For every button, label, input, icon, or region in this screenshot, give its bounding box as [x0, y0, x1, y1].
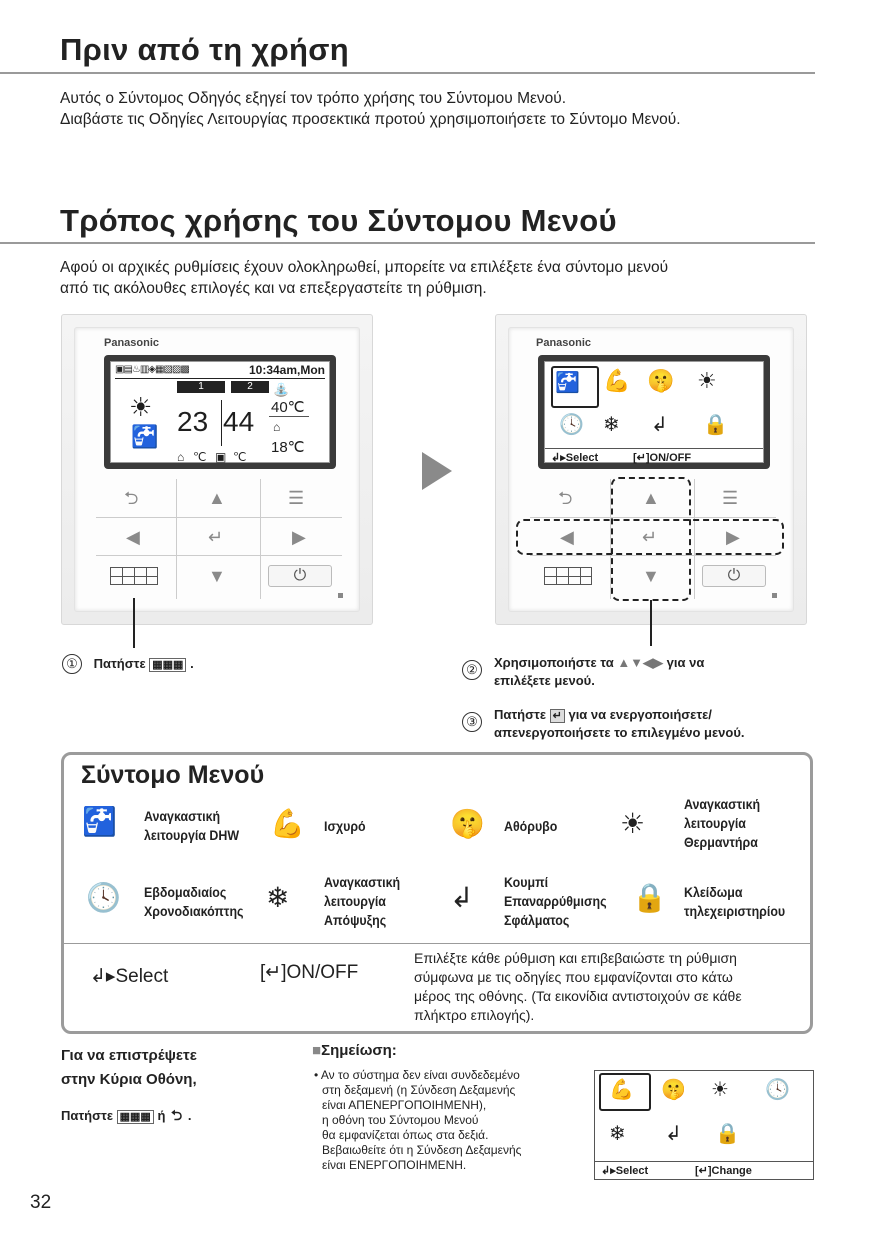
- step-3-text-c: απενεργοποιήσετε το επιλεγμένο μενού.: [494, 725, 745, 740]
- title-rule: [0, 72, 815, 74]
- return-press: Πατήστε: [61, 1108, 113, 1123]
- left-arrow-icon[interactable]: ◀: [126, 527, 140, 547]
- page-number: 32: [30, 1192, 52, 1213]
- step-2-text-c: επιλέξετε μενού.: [494, 673, 595, 688]
- quick-menu-button-right[interactable]: [544, 567, 592, 585]
- return-end: .: [187, 1108, 192, 1123]
- select-label: Select: [115, 966, 169, 987]
- tank-small-icon: ▣: [215, 450, 227, 464]
- pointer-line-1: [133, 598, 135, 648]
- step-1-number: ①: [62, 654, 82, 674]
- defrost-icon: ❄: [603, 414, 620, 436]
- step-1-end: .: [190, 656, 194, 671]
- enter-icon-right[interactable]: ↵: [642, 527, 658, 547]
- menu-item-remote-lock: Κλείδωμα τηλεχειριστηρίου: [684, 885, 786, 919]
- zone-2-temp: 44: [223, 406, 255, 437]
- right-arrow-icon[interactable]: ▶: [292, 527, 306, 547]
- menu-item-force-heater: Αναγκαστική λειτουργία Θερμαντήρα: [684, 797, 761, 850]
- power-button[interactable]: ⏻: [268, 565, 332, 587]
- down-arrow-icon[interactable]: ▼: [208, 566, 226, 586]
- zone-2-badge: 2: [231, 381, 269, 393]
- back-key-icon: ⮌: [171, 1107, 183, 1123]
- unit-1: ℃: [193, 450, 207, 464]
- power-button-right[interactable]: ⏻: [702, 565, 766, 587]
- menu-icon-right[interactable]: ☰: [722, 488, 739, 508]
- error-reset-icon: ↲: [651, 414, 668, 436]
- step-2-number: ②: [462, 660, 482, 680]
- quiet-icon: 🤫: [647, 368, 675, 393]
- zone-1-badge: 1: [177, 381, 225, 393]
- quick-menu-panel: [61, 752, 813, 1034]
- powerful-icon: 💪: [603, 368, 631, 393]
- section-title: Τρόπος χρήσης του Σύντομου Μενού: [60, 203, 617, 238]
- step-3-text-a: Πατήστε: [494, 707, 546, 722]
- return-instruction: [61, 1108, 191, 1124]
- quick-menu-button[interactable]: [110, 567, 158, 585]
- force-dhw-icon: 🚰: [555, 372, 580, 394]
- tap-icon: 🚰: [131, 424, 159, 449]
- lcd-onoff: ON/OFF: [649, 452, 692, 464]
- next-arrow-icon: [422, 452, 452, 490]
- small-change: Change: [711, 1165, 752, 1177]
- weekly-timer-icon: 🕓: [86, 882, 121, 913]
- step-1: [62, 654, 194, 674]
- enter-icon[interactable]: ↵: [208, 527, 224, 547]
- page-title: Πριν από τη χρήση: [60, 32, 349, 67]
- lock-icon: 🔒: [632, 882, 667, 913]
- lock-icon: 🔒: [715, 1123, 740, 1145]
- down-arrow-icon-right[interactable]: ▼: [642, 566, 660, 586]
- lcd-select: Select: [565, 452, 599, 464]
- menu-item-weekly-timer: Εβδομαδιαίος Χρονοδιακόπτης: [144, 885, 244, 919]
- heater-icon: ☀: [697, 368, 717, 393]
- step-2-text-a: Χρησιμοποιήστε τα: [494, 655, 614, 670]
- section-rule: [0, 242, 815, 244]
- body-line-1: Αφού οι αρχικές ρυθμίσεις έχουν ολοκληρωθεί, μπορείτε να επιλέξετε ένα σύντομο μενού: [60, 259, 669, 276]
- menu-description: Επιλέξτε κάθε ρύθμιση και επιβεβαιώστε τη ρύθμιση σύμφωνα με τις οδηγίες που εμφανίζονται στο κάτω μέρος της οθόνης. (Τα εικονίδια αντιστοιχούν σε κάθε πλήκτρο επιλογής).: [414, 950, 742, 1023]
- outdoor-icon: ⌂: [273, 420, 281, 434]
- remote-right: [495, 314, 807, 625]
- sun-icon: ☀: [129, 392, 153, 422]
- quiet-icon: 🤫: [450, 808, 485, 839]
- menu-item-force-dhw: Αναγκαστική λειτουργία DHW: [144, 809, 240, 843]
- outdoor-temp: 18℃: [271, 439, 305, 456]
- lcd-screen: [104, 355, 336, 469]
- horizontal-highlight: [516, 519, 784, 555]
- quick-menu-screen-small: 💪 🤫 ☀ 🕓 ❄ ↲ 🔒 ↲▸Select [↵]Change: [594, 1070, 814, 1180]
- menu-icon[interactable]: ☰: [288, 488, 305, 508]
- step-3: [462, 706, 822, 742]
- small-select: Select: [615, 1165, 649, 1177]
- menu-item-powerful: Ισχυρό: [324, 819, 366, 834]
- home-icon: ⌂: [177, 450, 185, 464]
- zone-1-temp: 23: [177, 406, 209, 437]
- onoff-legend: [↵]ON/OFF: [260, 962, 359, 983]
- return-or: ή: [157, 1108, 166, 1123]
- weekly-timer-icon: 🕓: [765, 1079, 790, 1101]
- error-reset-icon: ↲: [450, 882, 474, 913]
- back-icon[interactable]: ⮌: [124, 488, 139, 508]
- menu-item-quiet: Αθόρυβο: [504, 819, 558, 834]
- note-square-icon: ■: [312, 1042, 322, 1059]
- return-title: Για να επιστρέψετε στην Κύρια Οθόνη,: [61, 1047, 197, 1088]
- remote-left: [61, 314, 373, 625]
- back-icon-right[interactable]: ⮌: [558, 488, 573, 508]
- quick-menu-key-icon: ▦▦▦: [149, 658, 186, 672]
- brand-logo-right: Panasonic: [536, 337, 592, 349]
- note-body: • Αν το σύστημα δεν είναι συνδεδεμένο στη δεξαμενή (η Σύνδεση Δεξαμενής είναι ΑΠΕΝΕΡΓΟΠΟΙΗΜΕΝΗ), η οθόνη του Σύντομου Μενού θα εμφανίζεται όπως στα δεξιά. Βεβαιωθείτε ότι η Σύνδεση Δεξαμενής είναι ΕΝΕΡΓΟΠΟΙΗΜΕΝΗ.: [314, 1068, 522, 1172]
- select-legend: ↲▸Select: [90, 966, 169, 987]
- powerful-icon: 💪: [609, 1079, 634, 1101]
- body-line-2: από τις ακόλουθες επιλογές και να επεξεργαστείτε τη ρύθμιση.: [60, 280, 487, 297]
- right-arrow-icon-right[interactable]: ▶: [726, 527, 740, 547]
- left-arrow-icon-right[interactable]: ◀: [560, 527, 574, 547]
- lock-icon: 🔒: [703, 414, 728, 436]
- intro-line-2: Διαβάστε τις Οδηγίες Λειτουργίας προσεκτικά προτού χρησιμοποιήσετε το Σύντομο Μενού.: [60, 111, 681, 128]
- step-3-number: ③: [462, 712, 482, 732]
- unit-2: ℃: [233, 450, 247, 464]
- menu-item-error-reset: Κουμπί Επαναρρύθμισης Σφάλματος: [504, 875, 607, 928]
- force-dhw-icon: 🚰: [82, 806, 117, 837]
- onoff-label: ON/OFF: [286, 962, 359, 983]
- clock: 10:34am,Mon: [248, 363, 325, 377]
- heater-icon: ☀: [620, 808, 646, 839]
- enter-key-icon: ↵: [550, 709, 565, 723]
- menu-item-force-defrost: Αναγκαστική λειτουργία Απόψυξης: [324, 875, 401, 928]
- up-arrow-icon[interactable]: ▲: [208, 488, 226, 508]
- quick-menu-screen: 🚰 💪 🤫 ☀ 🕓 ❄ ↲ 🔒 ↲▸Select [↵]ON/OFF: [538, 355, 770, 469]
- weekly-timer-icon: 🕓: [559, 414, 584, 436]
- up-arrow-icon-right[interactable]: ▲: [642, 488, 660, 508]
- quick-menu-title: Σύντομο Μενού: [81, 761, 265, 789]
- step-2-text-b: για να: [666, 655, 705, 670]
- quiet-icon: 🤫: [661, 1079, 686, 1101]
- pointer-line-2: [650, 600, 652, 646]
- defrost-icon: ❄: [266, 882, 290, 913]
- defrost-icon: ❄: [609, 1123, 626, 1145]
- heater-icon: ☀: [711, 1079, 729, 1101]
- tank-temp: 40℃: [271, 399, 305, 416]
- quick-menu-key-icon: ▦▦▦: [117, 1110, 154, 1124]
- brand-logo: Panasonic: [104, 337, 160, 349]
- arrow-keys-icon: ▲▼◀▶: [617, 655, 664, 670]
- step-3-text-b: για να ενεργοποιήσετε/: [568, 707, 712, 722]
- tank-icon: ⛲: [273, 382, 290, 397]
- error-reset-icon: ↲: [665, 1123, 682, 1145]
- intro-line-1: Αυτός ο Σύντομος Οδηγός εξηγεί τον τρόπο χρήσης του Σύντομου Μενού.: [60, 90, 567, 107]
- step-2: [462, 654, 822, 690]
- powerful-icon: 💪: [270, 808, 305, 839]
- step-1-text: Πατήστε: [93, 656, 146, 671]
- note-title: ■Σημείωση:: [312, 1042, 397, 1059]
- status-icons: ▣▤♨▥◈▦▧▨▩: [115, 364, 189, 375]
